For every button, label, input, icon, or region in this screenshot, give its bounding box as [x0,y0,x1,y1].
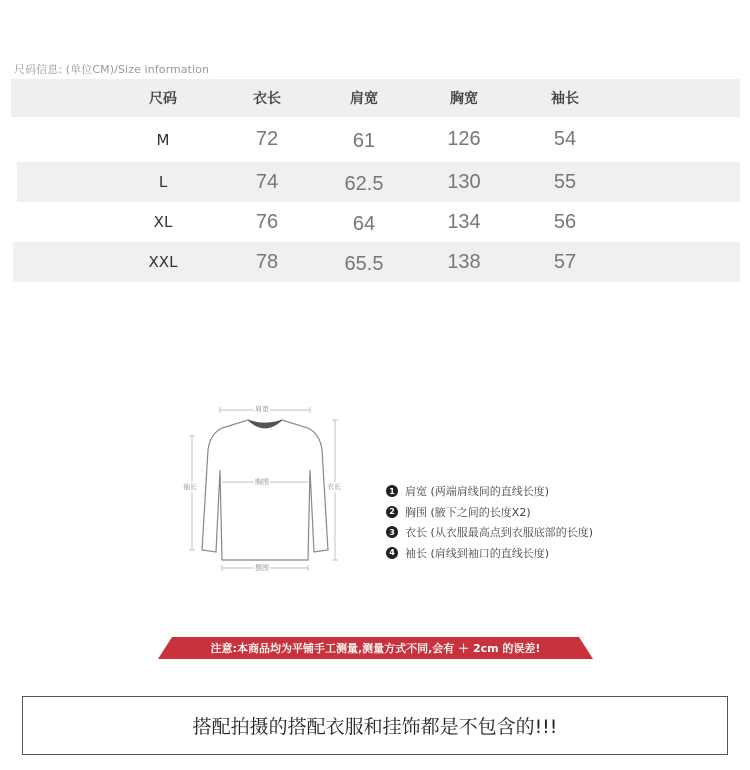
notice-text: 注意:本商品均为平铺手工测量,测量方式不同,会有 ＋ 2cm 的误差! [210,642,541,655]
diagram-label-shoulder: 肩宽 [255,405,269,413]
size-caption: 尺码信息: (单位CM)/Size information [14,63,210,76]
size-table [11,79,740,282]
cell-chest: 134 [447,210,481,233]
cell-length: 74 [255,170,279,193]
number-2-icon: 2 [386,506,398,518]
cell-length: 76 [255,210,279,233]
number-3-icon: 3 [386,526,398,538]
number-1-icon: 1 [386,485,398,497]
legend-text: 胸围 (腋下之间的长度X2) [405,505,531,519]
header-size: 尺码 [149,91,177,107]
cell-sleeve: 57 [553,250,577,273]
cell-sleeve: 55 [553,170,577,193]
legend-item [386,522,593,543]
legend-text: 袖长 (肩线到袖口的直线长度) [405,546,550,560]
garment-diagram [180,400,350,580]
cell-shoulder: 64 [352,212,376,235]
diagram-label-length: 衣长 [327,483,341,491]
cell-size: M [156,130,170,149]
header-sleeve: 袖长 [551,91,579,107]
diagram-label-hem: 摆围 [255,564,269,572]
table-row [13,242,740,282]
cell-length: 78 [255,250,279,273]
cell-sleeve: 56 [553,210,577,233]
cell-shoulder: 62.5 [344,172,384,195]
cell-shoulder: 61 [352,130,376,152]
legend-text: 肩宽 (两端肩线间的直线长度) [405,485,550,499]
cell-size: XXL [148,253,178,271]
legend-text: 衣长 (从衣服最高点到衣服底部的长度) [405,526,594,540]
measurement-legend [386,481,593,563]
header-shoulder: 肩宽 [350,91,378,107]
cell-sleeve: 54 [553,128,577,150]
diagram-label-sleeve: 袖长 [183,483,197,491]
cell-size: XL [153,213,173,231]
table-row [17,162,740,202]
header-length: 衣长 [253,91,281,107]
measurement-notice-banner [158,637,593,659]
cell-length: 72 [255,128,279,150]
legend-item [386,481,593,502]
table-row [11,202,740,242]
cell-chest: 126 [447,128,481,150]
legend-item [386,543,593,564]
number-4-icon: 4 [386,547,398,559]
cell-chest: 130 [447,170,481,193]
cell-size: L [158,173,168,191]
table-header [11,79,740,117]
diagram-label-chest: 胸围 [255,478,269,486]
header-chest: 胸宽 [450,91,478,107]
cell-chest: 138 [447,250,481,273]
shirt-outline-icon [180,400,350,580]
table-row [11,117,740,162]
accessories-disclaimer: 搭配拍摄的搭配衣服和挂饰都是不包含的!!! [22,696,728,755]
legend-item [386,502,593,523]
cell-shoulder: 65.5 [344,252,384,275]
